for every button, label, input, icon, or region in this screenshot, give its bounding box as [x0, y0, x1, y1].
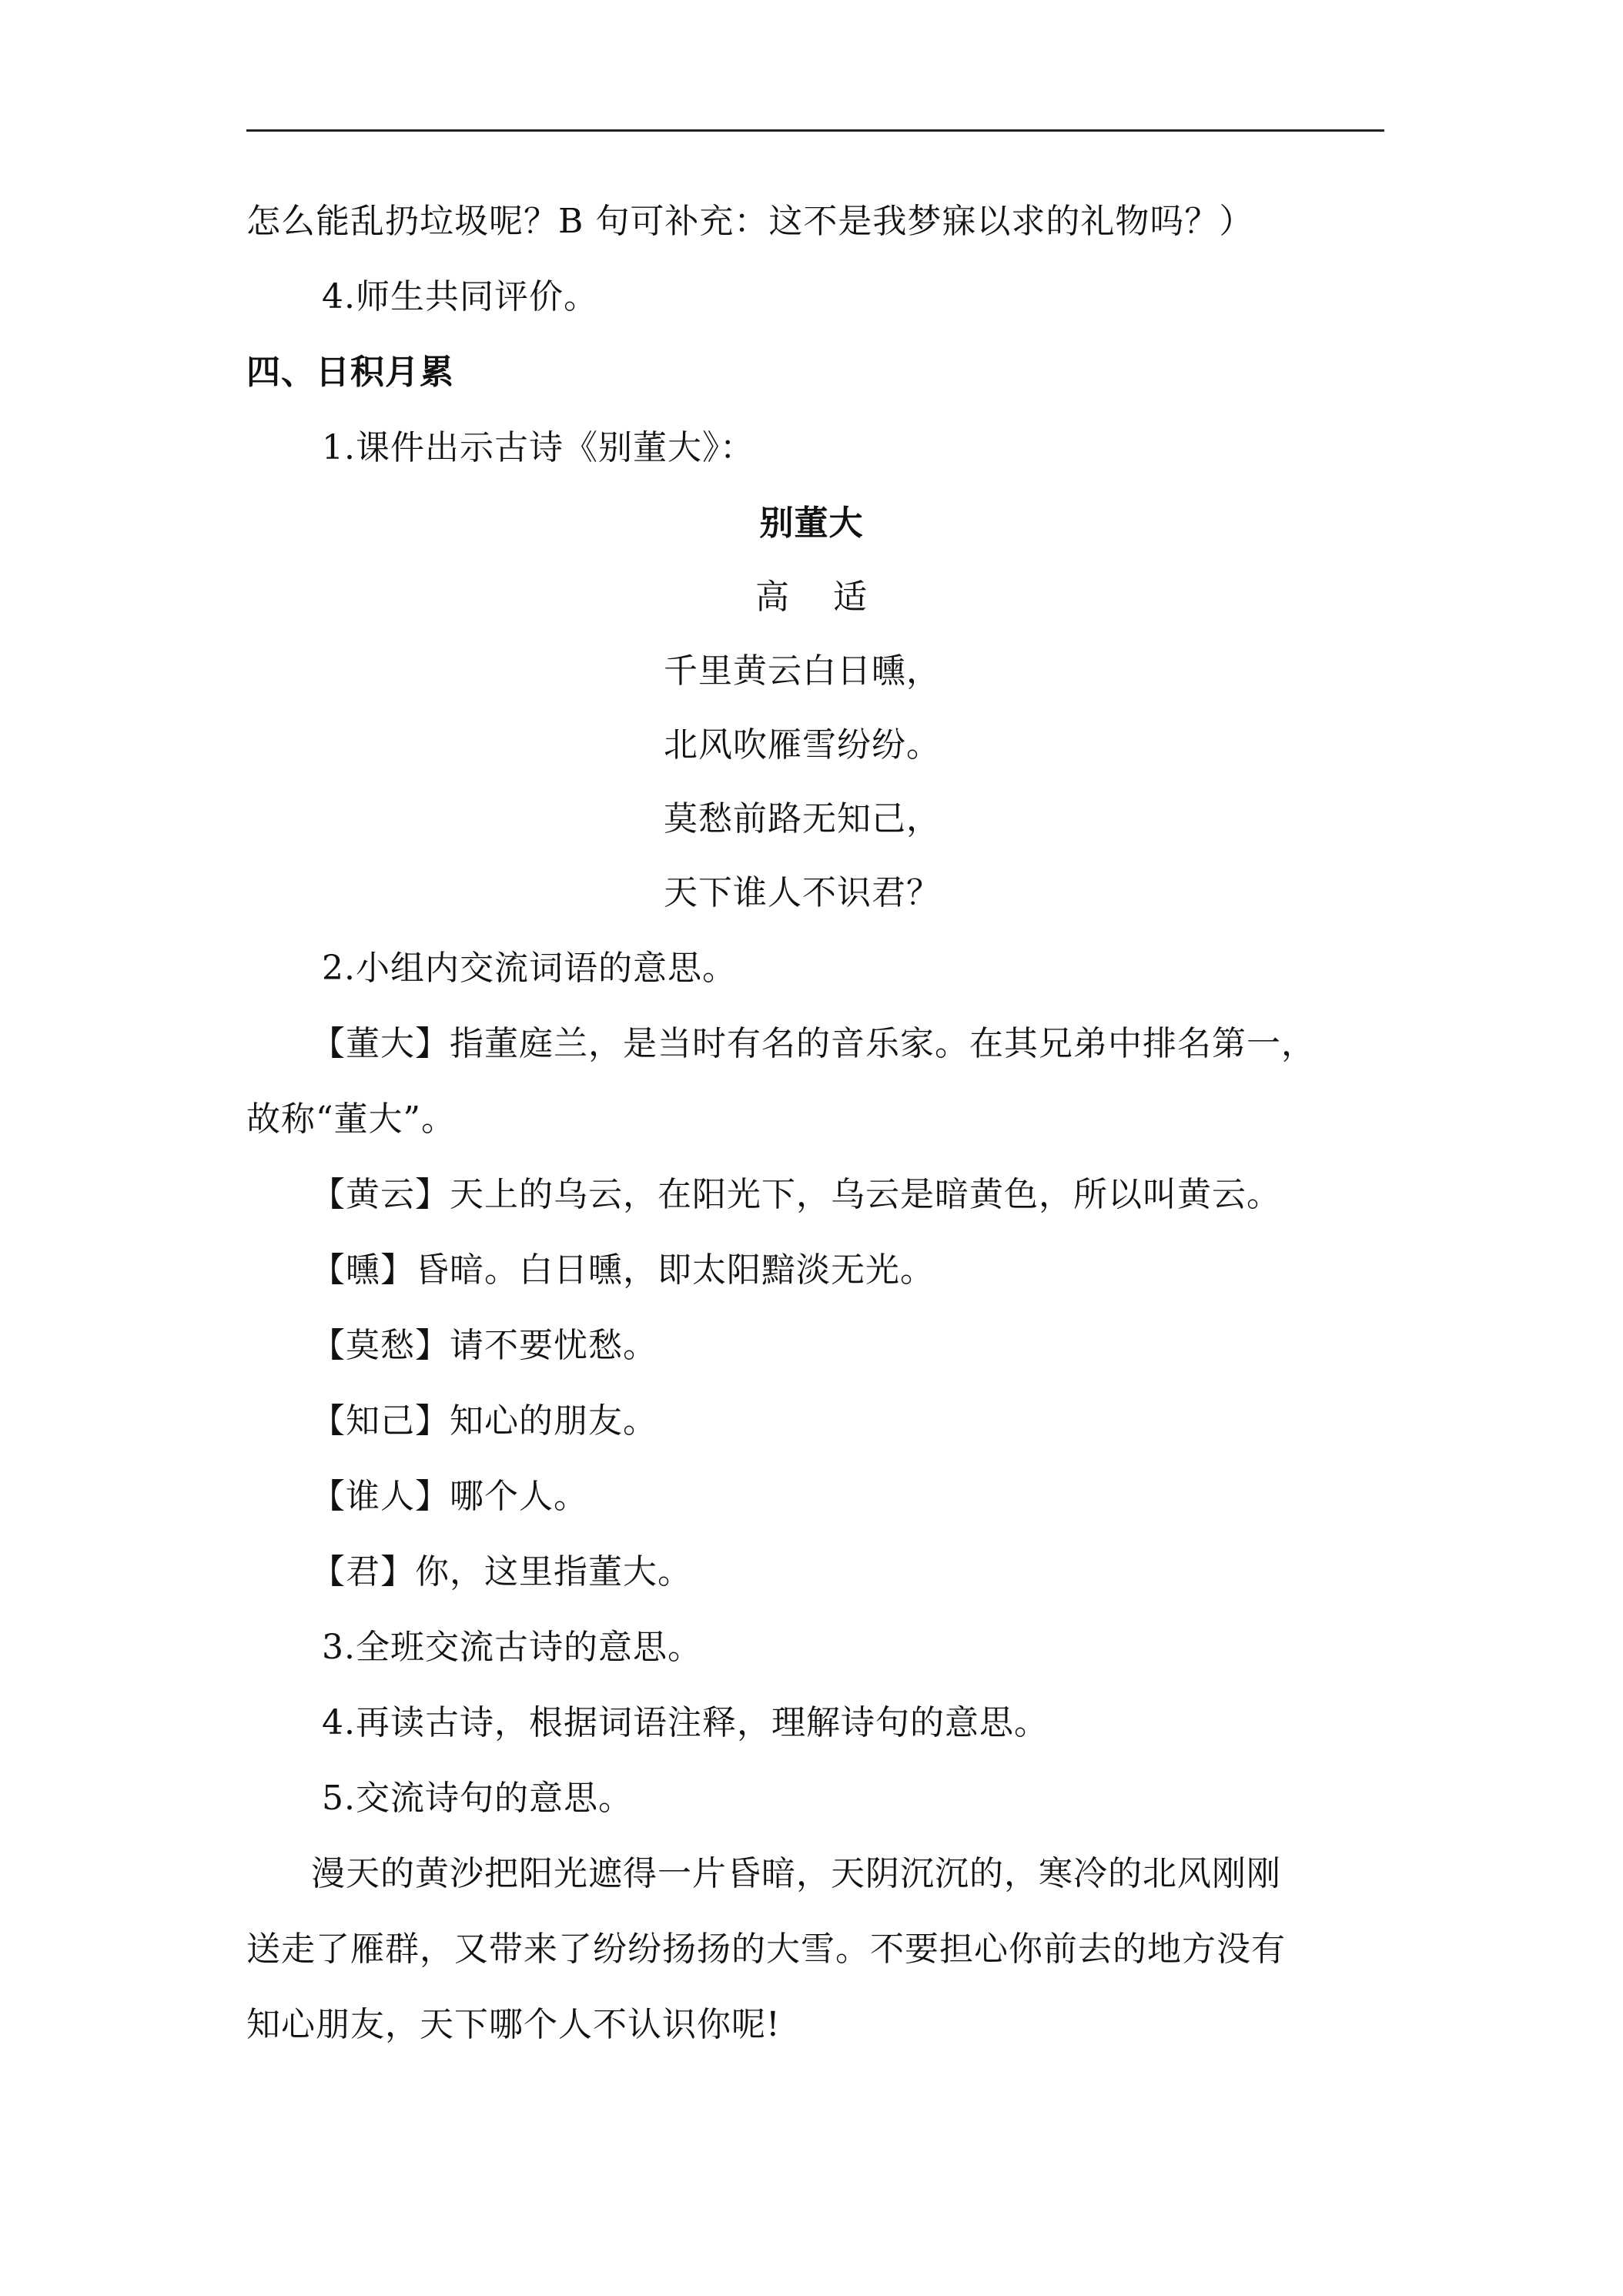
section-heading: 四、日积月累: [246, 353, 454, 392]
item-5: 5.交流诗句的意思。: [322, 1779, 633, 1818]
glossary-entry: 【黄云】天上的乌云，在阳光下，乌云是暗黄色，所以叫黄云。: [311, 1175, 1281, 1214]
paragraph-line: 送走了雁群，又带来了纷纷扬扬的大雪。不要担心你前去的地方没有: [246, 1930, 1286, 1969]
header-rule: [246, 129, 1384, 132]
poem-author-char-2: 适: [833, 577, 868, 617]
step-4-evaluate: 4.师生共同评价。: [322, 277, 598, 316]
glossary-entry: 【莫愁】请不要忧愁。: [311, 1326, 658, 1365]
paragraph-line: 漫天的黄沙把阳光遮得一片昏暗，天阴沉沉的，寒冷的北风刚刚: [311, 1854, 1281, 1893]
poem-line: 莫愁前路无知己，: [664, 799, 941, 838]
poem-line: 天下谁人不识君？: [664, 873, 941, 912]
item-4: 4.再读古诗，根据词语注释，理解诗句的意思。: [322, 1703, 1049, 1742]
glossary-entry: 【君】你，这里指董大。: [311, 1552, 692, 1591]
paragraph-line: 知心朋友，天下哪个人不认识你呢!: [246, 2005, 781, 2044]
glossary-entry: 【董大】指董庭兰，是当时有名的音乐家。在其兄弟中排名第一，: [311, 1024, 1316, 1063]
glossary-entry: 【曛】昏暗。白日曛，即太阳黯淡无光。: [311, 1250, 935, 1290]
item-3: 3.全班交流古诗的意思。: [322, 1628, 702, 1667]
item-2: 2.小组内交流词语的意思。: [322, 949, 737, 988]
poem-line: 千里黄云白日曛，: [664, 651, 941, 691]
poem-line: 北风吹雁雪纷纷。: [664, 725, 941, 765]
glossary-entry-continued: 故称“董大”。: [246, 1099, 456, 1139]
glossary-entry: 【知己】知心的朋友。: [311, 1401, 658, 1441]
glossary-entry: 【谁人】哪个人。: [311, 1477, 588, 1516]
continued-line: 怎么能乱扔垃圾呢？B 句可补充：这不是我梦寐以求的礼物吗？）: [246, 202, 1254, 241]
poem-author-char-1: 高: [755, 577, 790, 617]
item-1: 1.课件出示古诗《别董大》：: [322, 428, 755, 467]
poem-title: 别董大: [759, 504, 864, 543]
poem-author: [0, 574, 1623, 621]
